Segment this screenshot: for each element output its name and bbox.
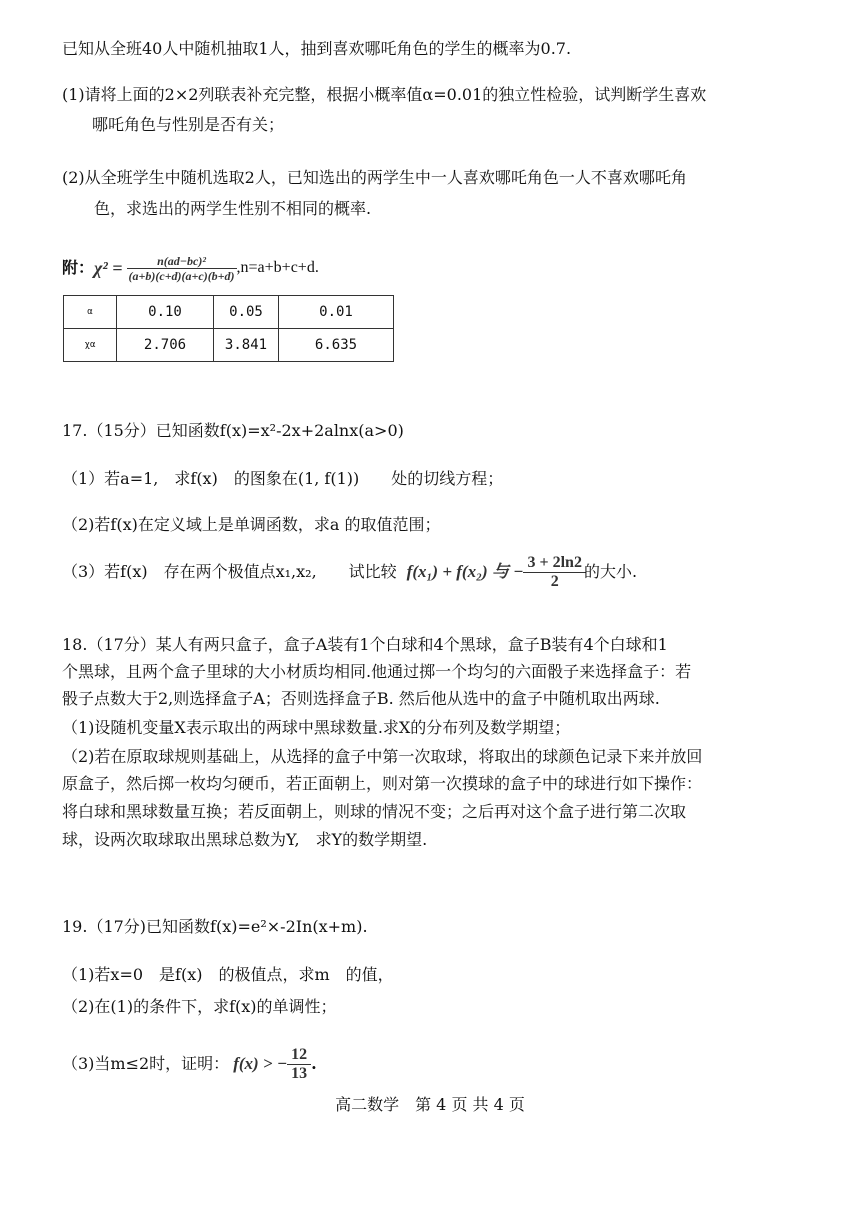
chi-square-fraction: [127, 254, 237, 283]
q16-part2-line2: 色，求选出的两学生性别不相同的概率.: [94, 199, 372, 218]
q18-line4: （1)设随机变量X表示取出的两球中黑球数量.求X的分布列及数学期望；: [62, 718, 571, 737]
q19-part2: （2)在(1)的条件下，求f(x)的单调性；: [62, 997, 337, 1016]
q19-stem: 19.（17分)已知函数f(x)=e²×-2In(x+m).: [62, 917, 368, 936]
intro-line: 已知从全班40人中随机抽取1人，抽到喜欢哪吒角色的学生的概率为0.7.: [62, 39, 572, 58]
q17-part2: （2)若f(x)在定义域上是单调函数，求a 的取值范围；: [62, 515, 441, 534]
q19-fraction-denominator: 13: [291, 1064, 308, 1082]
q17-part3: [62, 552, 637, 592]
q19-part3-expression: f(x) > −: [233, 1054, 288, 1073]
appendix-formula: [62, 248, 319, 288]
table-cell: 6.635: [279, 329, 394, 362]
chi-square-symbol: χ² =: [94, 258, 123, 278]
q18-line2: 个黑球，且两个盒子里球的大小材质均相同.他通过掷一个均匀的六面骰子来选择盒子：若: [62, 662, 692, 681]
q16-part1-line1: (1)请将上面的2×2列联表补充完整，根据小概率值α=0.01的独立性检验，试判断学生喜欢: [62, 85, 707, 104]
table-cell: 2.706: [117, 329, 214, 362]
q17-stem: 17.（15分）已知函数f(x)=x²-2x+2alnx(a>0): [62, 421, 404, 440]
q19-part1: （1)若x=0 是f(x) 的极值点，求m 的值，: [62, 965, 394, 984]
table-cell: 0.10: [117, 296, 214, 329]
q19-fraction-numerator: 12: [291, 1045, 308, 1063]
q18-line1: 18.（17分）某人有两只盒子，盒子A装有1个白球和4个黑球，盒子B装有4个白球和1: [62, 635, 668, 654]
chi-square-denominator: (a+b)(c+d)(a+c)(b+d): [128, 268, 235, 283]
q18-line3: 骰子点数大于2,则选择盒子A；否则选择盒子B. 然后他从选中的盒子中随机取出两球.: [62, 689, 660, 708]
q18-line7: 将白球和黑球数量互换；若反面朝上，则球的情况不变；之后再对这个盒子进行第二次取: [62, 802, 687, 821]
q16-part1-line2: 哪吒角色与性别是否有关；: [92, 115, 285, 134]
q18-line6: 原盒子，然后掷一枚均匀硬币，若正面朝上，则对第一次摸球的盒子中的球进行如下操作：: [62, 774, 703, 793]
q17-part3-suffix: 的大小.: [583, 562, 638, 581]
table-row: [64, 329, 394, 362]
q19-part3-fraction: [289, 1046, 309, 1083]
q19-part3: [62, 1044, 317, 1084]
q18-line8: 球，设两次取球取出黑球总数为Y, 求Y的数学期望.: [62, 830, 428, 849]
table-cell: 0.01: [279, 296, 394, 329]
q17-fraction-denominator: 2: [550, 572, 559, 590]
q17-part3-prefix: （3）若f(x) 存在两个极值点x₁,x₂, 试比较: [62, 562, 397, 581]
q18-line5: （2)若在原取球规则基础上，从选择的盒子中第一次取球，将取出的球颜色记录下来并放回: [62, 747, 703, 766]
critical-value-table: [63, 295, 394, 362]
appendix-tail: ,n=a+b+c+d.: [236, 259, 319, 276]
q17-part3-expression: f(x₁) + f(x₂) 与 −: [406, 562, 524, 581]
table-cell: 0.05: [214, 296, 279, 329]
chi-square-numerator: n(ad−bc)²: [157, 253, 206, 268]
table-cell: α: [64, 296, 117, 329]
page-footer: 高二数学 第 4 页 共 4 页: [335, 1095, 525, 1114]
q17-part3-fraction: [525, 554, 583, 591]
q17-fraction-numerator: 3 + 2ln2: [527, 553, 582, 571]
q19-part3-prefix: （3)当m≤2时，证明：: [62, 1054, 230, 1073]
table-cell: χα: [64, 329, 117, 362]
table-row: [64, 296, 394, 329]
q19-part3-suffix: .: [311, 1054, 317, 1073]
table-cell: 3.841: [214, 329, 279, 362]
q16-part2-line1: (2)从全班学生中随机选取2人，已知选出的两学生中一人喜欢哪吒角色一人不喜欢哪吒角: [62, 168, 687, 187]
appendix-label: 附：: [62, 258, 95, 277]
q17-part1: （1）若a=1, 求f(x) 的图象在(1, f(1)) 处的切线方程；: [62, 469, 504, 488]
